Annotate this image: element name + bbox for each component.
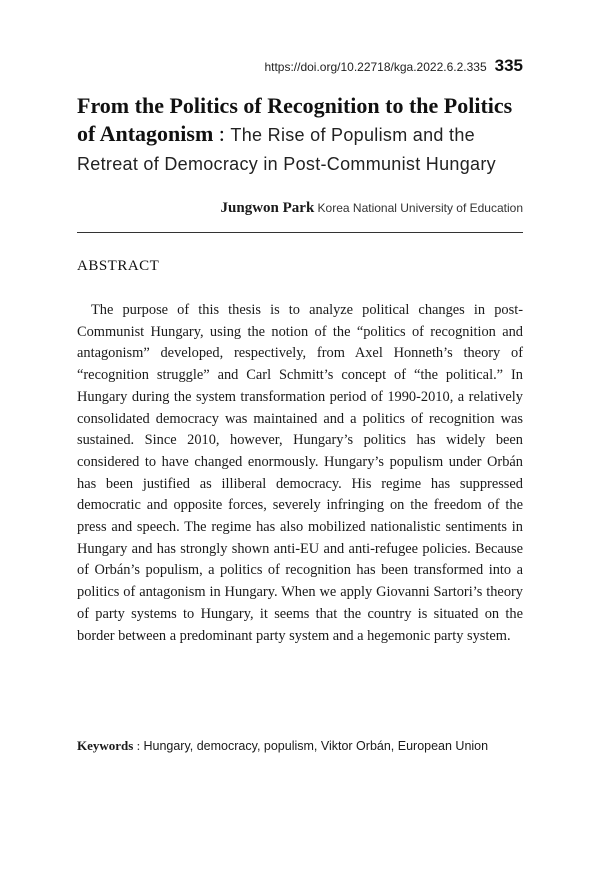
page-header — [264, 56, 523, 76]
title-divider — [77, 232, 523, 233]
page-number: 335 — [494, 56, 523, 75]
keywords-label: Keywords — [77, 738, 134, 753]
author-line — [221, 200, 523, 217]
keywords-list: Hungary, democracy, populism, Viktor Orbán, European Union — [143, 739, 489, 753]
keywords-line — [77, 738, 527, 754]
doi-link[interactable]: https://doi.org/10.22718/kga.2022.6.2.335 — [264, 60, 487, 74]
author-name: Jungwon Park — [220, 200, 315, 216]
title-separator: : — [213, 121, 231, 146]
author-affiliation: Korea National University of Education — [317, 201, 523, 215]
title-subtitle: The Rise of Populism and the Retreat of Democracy in Post-Communist Hungary — [77, 125, 496, 174]
abstract-text: The purpose of this thesis is to analyze political changes in post-Communist Hungary, using the notion of the “politics of recognition and antagonism” developed, respectively, from Axel Honneth’s theory of “recognition struggle” and Carl Schmitt’s concept of “the political.” In Hungary during the system transformation period of 1990-2010, a relatively consolidated democracy was maintained and a politics of recognition was sustained. Since 2010, however, Hungary’s politics has widely been considered to have changed enormously. Hungary’s populism under Orbán has been justified as illiberal democracy. His regime has suppressed democratic and opposite forces, severely infringing on the freedom of the press and speech. The regime has also mobilized nationalistic sentiments in Hungary and has strongly shown anti-EU and anti-refugee policies. Because of Orbán’s populism, a politics of recognition has been transformed into a politics of antagonism in Hungary. When we apply Giovanni Sartori’s theory of party systems to Hungary, it seems that the country is situated on the border between a predominant party system and a hegemonic party system. — [77, 302, 523, 644]
abstract-heading: ABSTRACT — [77, 258, 160, 274]
keywords-separator: : — [133, 738, 144, 753]
paper-title — [77, 92, 527, 178]
title-main: From the Politics of Recognition to the Politics of Antagonism — [77, 93, 513, 146]
